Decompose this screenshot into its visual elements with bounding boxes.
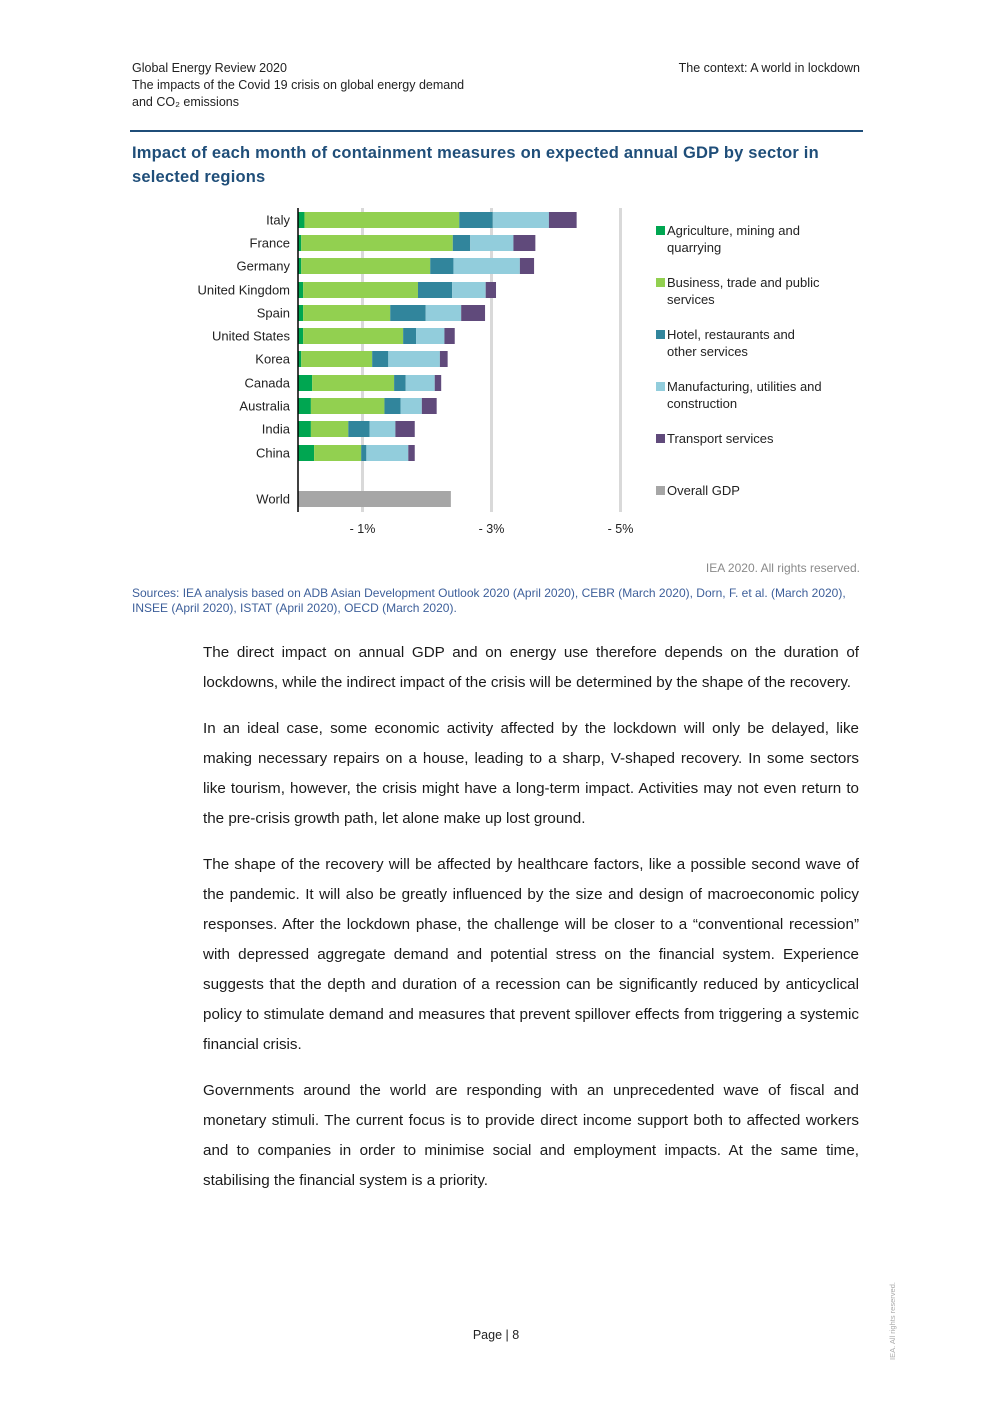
bar-segment bbox=[520, 258, 534, 274]
bar-segment bbox=[298, 328, 303, 344]
legend-label: Overall GDP bbox=[667, 483, 740, 498]
bar-segment bbox=[493, 212, 549, 228]
bar-segment bbox=[435, 375, 441, 391]
y-category-label: Korea bbox=[255, 351, 290, 367]
x-tick-label: - 3% bbox=[478, 522, 505, 536]
bar-segment bbox=[361, 445, 366, 461]
bar-segment bbox=[401, 398, 422, 414]
bar-segment bbox=[416, 328, 444, 344]
bar-segment bbox=[403, 328, 416, 344]
x-tick-label: - 5% bbox=[607, 522, 634, 536]
legend-swatch bbox=[656, 434, 665, 443]
report-subtitle-line-2: and CO₂ emissions bbox=[132, 95, 239, 109]
bar-segment bbox=[394, 375, 406, 391]
running-header-left bbox=[132, 60, 464, 111]
paragraph: The shape of the recovery will be affected by healthcare factors, like a possible second wave of the pandemic. It will also be greatly influenced by the size and design of macroeconomic policy responses. After the lockdown phase, the challenge will be closer to a “conventional recession” with depressed aggregate demand and potential stress on the financial system. Experience suggests that the depth and duration of a recession can be significantly reduced by anticyclical policy to stimulate demand and measures that prevent spillover effects from triggering a systemic financial crisis. bbox=[203, 856, 859, 1053]
bar-segment bbox=[370, 421, 396, 437]
section-header: The context: A world in lockdown bbox=[678, 61, 860, 75]
bar-segment bbox=[301, 258, 430, 274]
bar-segment bbox=[314, 445, 361, 461]
report-subtitle-line-1: The impacts of the Covid 19 crisis on global energy demand bbox=[132, 78, 465, 92]
bar-segment bbox=[348, 421, 369, 437]
bar-segment bbox=[395, 421, 414, 437]
bar-segment bbox=[452, 282, 486, 298]
y-category-label: India bbox=[261, 421, 290, 437]
bar-segment bbox=[298, 398, 311, 414]
bar-segment bbox=[301, 351, 372, 367]
figure-sources: Sources: IEA analysis based on ADB Asian Development Outlook 2020 (April 2020), CEBR (March 2020), Dorn, F. et al. (March 2020), INSEE (April 2020), ISTAT (April 2020), OECD (March 2020). bbox=[132, 586, 846, 615]
bar-segment bbox=[312, 375, 394, 391]
bar-segment bbox=[298, 445, 314, 461]
bar-segment bbox=[390, 305, 425, 321]
y-category-label: United Kingdom bbox=[197, 282, 290, 298]
bar-segment bbox=[298, 212, 304, 228]
bar-segment bbox=[418, 282, 452, 298]
page-number: Page | 8 bbox=[472, 1328, 520, 1342]
y-category-label: United States bbox=[211, 328, 290, 344]
bar-segment bbox=[430, 258, 453, 274]
body-text bbox=[203, 638, 859, 1212]
bar-segment bbox=[486, 282, 496, 298]
bar-segment bbox=[366, 445, 408, 461]
bar-segment bbox=[513, 235, 535, 251]
y-category-label: Italy bbox=[266, 212, 290, 228]
bar-segment bbox=[303, 282, 418, 298]
paragraph: Governments around the world are responding with an unprecedented wave of fiscal and monetary stimuli. The current focus is to provide direct income support both to affected workers and to companies in order to minimise social and employment impacts. At the same time, stabilising the financial system is a priority. bbox=[203, 1082, 859, 1189]
bar-segment bbox=[388, 351, 440, 367]
bar-segment bbox=[422, 398, 437, 414]
bar-segment bbox=[440, 351, 448, 367]
y-category-label: World bbox=[256, 491, 290, 507]
bar-segment bbox=[303, 328, 403, 344]
bar-segment bbox=[298, 305, 303, 321]
legend-label: Hotel, restaurants and other services bbox=[667, 327, 795, 359]
figure-title: Impact of each month of containment measures on expected annual GDP by sector in selected regions bbox=[132, 144, 819, 186]
legend-swatch bbox=[656, 330, 665, 339]
figure-copyright: IEA 2020. All rights reserved. bbox=[705, 561, 860, 575]
side-watermark: IEA. All rights reserved. bbox=[888, 1282, 897, 1360]
bar-segment bbox=[461, 305, 485, 321]
bar-segment bbox=[444, 328, 454, 344]
bar-segment bbox=[301, 235, 453, 251]
report-title: Global Energy Review 2020 bbox=[132, 61, 287, 75]
bar-segment bbox=[304, 212, 459, 228]
paragraph: The direct impact on annual GDP and on energy use therefore depends on the duration of lockdowns, while the indirect impact of the crisis will be determined by the shape of the recovery. bbox=[203, 644, 859, 691]
bar-segment bbox=[298, 375, 312, 391]
bar-segment bbox=[298, 421, 311, 437]
legend-label: Transport services bbox=[667, 431, 774, 446]
bar-segment bbox=[470, 235, 513, 251]
bar-segment bbox=[408, 445, 414, 461]
bar-segment bbox=[311, 421, 348, 437]
legend-label: Manufacturing, utilities and construction bbox=[667, 379, 822, 411]
bar-segment bbox=[453, 235, 470, 251]
y-category-label: Canada bbox=[244, 375, 290, 391]
bar-segment bbox=[372, 351, 388, 367]
bar-segment bbox=[298, 491, 451, 507]
x-tick-label: - 1% bbox=[349, 522, 376, 536]
bar-segment bbox=[549, 212, 577, 228]
legend-swatch bbox=[656, 278, 665, 287]
y-category-label: Australia bbox=[239, 398, 290, 414]
legend-label: Agriculture, mining and quarrying bbox=[667, 223, 800, 255]
y-category-label: Spain bbox=[256, 305, 290, 321]
stacked-bar-chart bbox=[130, 200, 860, 545]
legend-swatch bbox=[656, 486, 665, 495]
legend-label: Business, trade and public services bbox=[667, 275, 820, 307]
header-divider bbox=[130, 130, 863, 132]
bar-segment bbox=[453, 258, 519, 274]
legend-swatch bbox=[656, 226, 665, 235]
bar-segment bbox=[459, 212, 493, 228]
bar-segment bbox=[311, 398, 385, 414]
bar-segment bbox=[303, 305, 390, 321]
y-category-label: China bbox=[256, 445, 290, 461]
y-category-label: France bbox=[249, 235, 290, 251]
bar-segment bbox=[384, 398, 400, 414]
y-category-label: Germany bbox=[236, 258, 290, 274]
bar-segment bbox=[298, 282, 303, 298]
bar-segment bbox=[426, 305, 461, 321]
paragraph: In an ideal case, some economic activity affected by the lockdown will only be delayed, like making necessary repairs on a house, leading to a sharp, V-shaped recovery. In some sectors like tourism, however, the crisis might have a long-term impact. Activities may not even return to the pre-crisis growth path, let alone make up lost ground. bbox=[203, 720, 859, 827]
bar-segment bbox=[406, 375, 435, 391]
legend-swatch bbox=[656, 382, 665, 391]
